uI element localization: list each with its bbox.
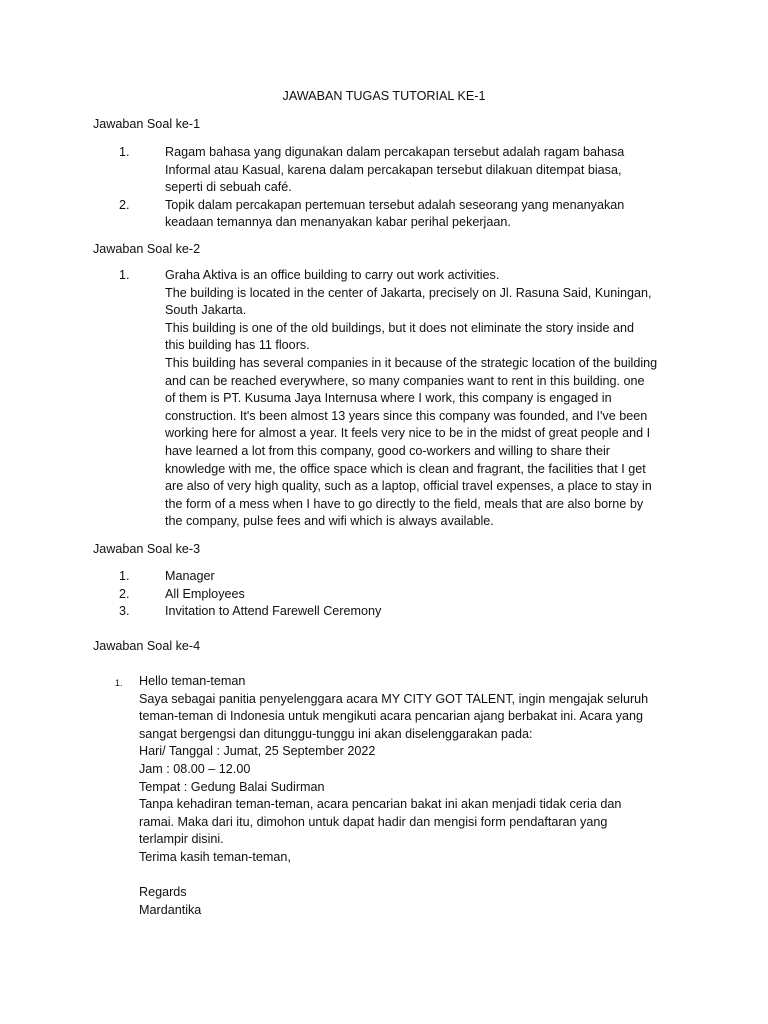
text-line: keadaan temannya dan menanyakan kabar perihal pekerjaan. [165, 215, 511, 230]
text-line: Tanpa kehadiran teman-teman, acara pencarian bakat ini akan menjadi tidak ceria dan [139, 797, 622, 812]
text-line: working here for almost a year. It feels very nice to be in the midst of great people and I [165, 426, 651, 441]
section-4-list [0, 673, 768, 919]
text-line: All Employees [165, 586, 245, 601]
section-3-list [0, 568, 768, 621]
text-line: Hello teman-teman [139, 674, 246, 688]
text-line: sangat bergengsi dan ditunggu-tunggu ini akan diselenggarakan pada: [139, 726, 533, 741]
text-line: Saya sebagai panitia penyelenggara acara MY CITY GOT TALENT, ingin mengajak seluruh [139, 691, 649, 706]
text-line: Terima kasih teman-teman, [139, 849, 291, 864]
text-line: Invitation to Attend Farewell Ceremony [165, 604, 382, 619]
item-text [165, 586, 685, 604]
item-number: 2. [119, 586, 130, 601]
section-heading-2: Jawaban Soal ke-2 [93, 242, 201, 256]
text-line: This building is one of the old buildings, but it does not eliminate the story inside and [165, 320, 635, 335]
item-number: 2. [119, 197, 130, 212]
text-line: Tempat : Gedung Balai Sudirman [139, 779, 325, 794]
list-item [0, 586, 768, 604]
list-item [0, 197, 768, 232]
text-line: knowledge with me, the office space which is clean and fragrant, the facilities that I get [165, 461, 646, 476]
text-line: Manager [165, 569, 215, 583]
text-line: The building is located in the center of Jakarta, precisely on Jl. Rasuna Said, Kuningan, [165, 285, 652, 300]
text-line: This building has several companies in it because of the strategic location of the building [165, 355, 658, 370]
list-item [0, 267, 768, 531]
text-line: Informal atau Kasual, karena dalam percakapan tersebut dilakuan ditempat biasa, [165, 162, 622, 177]
text-line: South Jakarta. [165, 303, 247, 318]
text-line: the form of a mess when I have to go directly to the field, meals that are also borne by [165, 496, 644, 511]
item-number: 1. [119, 145, 130, 159]
text-line: Ragam bahasa yang digunakan dalam percakapan tersebut adalah ragam bahasa [165, 145, 625, 159]
section-1-list [0, 144, 768, 232]
text-line: this building has 11 floors. [165, 338, 310, 353]
section-heading-4: Jawaban Soal ke-4 [93, 639, 201, 653]
list-item [0, 673, 768, 919]
item-number: 1. [119, 268, 130, 282]
list-item [0, 144, 768, 197]
text-line: teman-teman di Indonesia untuk mengikuti acara pencarian ajang berbakat ini. Acara yang [139, 709, 644, 724]
text-line: of them is PT. Kusuma Jaya Internusa where I work, this company is engaged in [165, 391, 612, 406]
item-text [165, 197, 685, 232]
text-line: seperti di sebuah café. [165, 180, 292, 195]
text-line: have learned a lot from this company, good co-workers and willing to share their [165, 443, 610, 458]
text-line: and can be reached everywhere, so many companies want to rent in this building. one [165, 373, 645, 388]
item-text [165, 568, 685, 586]
item-text [165, 603, 685, 621]
text-line: Regards [139, 885, 187, 900]
item-text [165, 267, 685, 531]
text-line: Hari/ Tanggal : Jumat, 25 September 2022 [139, 744, 376, 759]
text-line: Topik dalam percakapan pertemuan tersebut adalah seseorang yang menanyakan [165, 197, 625, 212]
text-line: Graha Aktiva is an office building to carry out work activities. [165, 268, 500, 282]
section-2-list [0, 267, 768, 531]
item-number: 3. [119, 604, 130, 619]
section-heading-3: Jawaban Soal ke-3 [93, 542, 201, 556]
document-title: JAWABAN TUGAS TUTORIAL KE-1 [282, 89, 486, 103]
list-item [0, 603, 768, 621]
item-text [139, 673, 659, 919]
item-number: 1. [115, 678, 123, 688]
item-text [165, 144, 685, 197]
text-line: Jam : 08.00 – 12.00 [139, 761, 251, 776]
text-line: construction. It's been almost 13 years since this company was founded, and I've been [165, 408, 648, 423]
text-line: the company, pulse fees and wifi which is always available. [165, 514, 494, 529]
blank-line [139, 867, 659, 885]
section-heading-1: Jawaban Soal ke-1 [93, 117, 201, 131]
text-line: Mardantika [139, 902, 202, 917]
text-line: terlampir disini. [139, 832, 224, 847]
text-line: are also of very high quality, such as a laptop, official travel expenses, a place to stay in [165, 479, 652, 494]
list-item [0, 568, 768, 586]
text-line: ramai. Maka dari itu, dimohon untuk dapat hadir dan mengisi form pendaftaran yang [139, 814, 608, 829]
item-number: 1. [119, 569, 130, 583]
